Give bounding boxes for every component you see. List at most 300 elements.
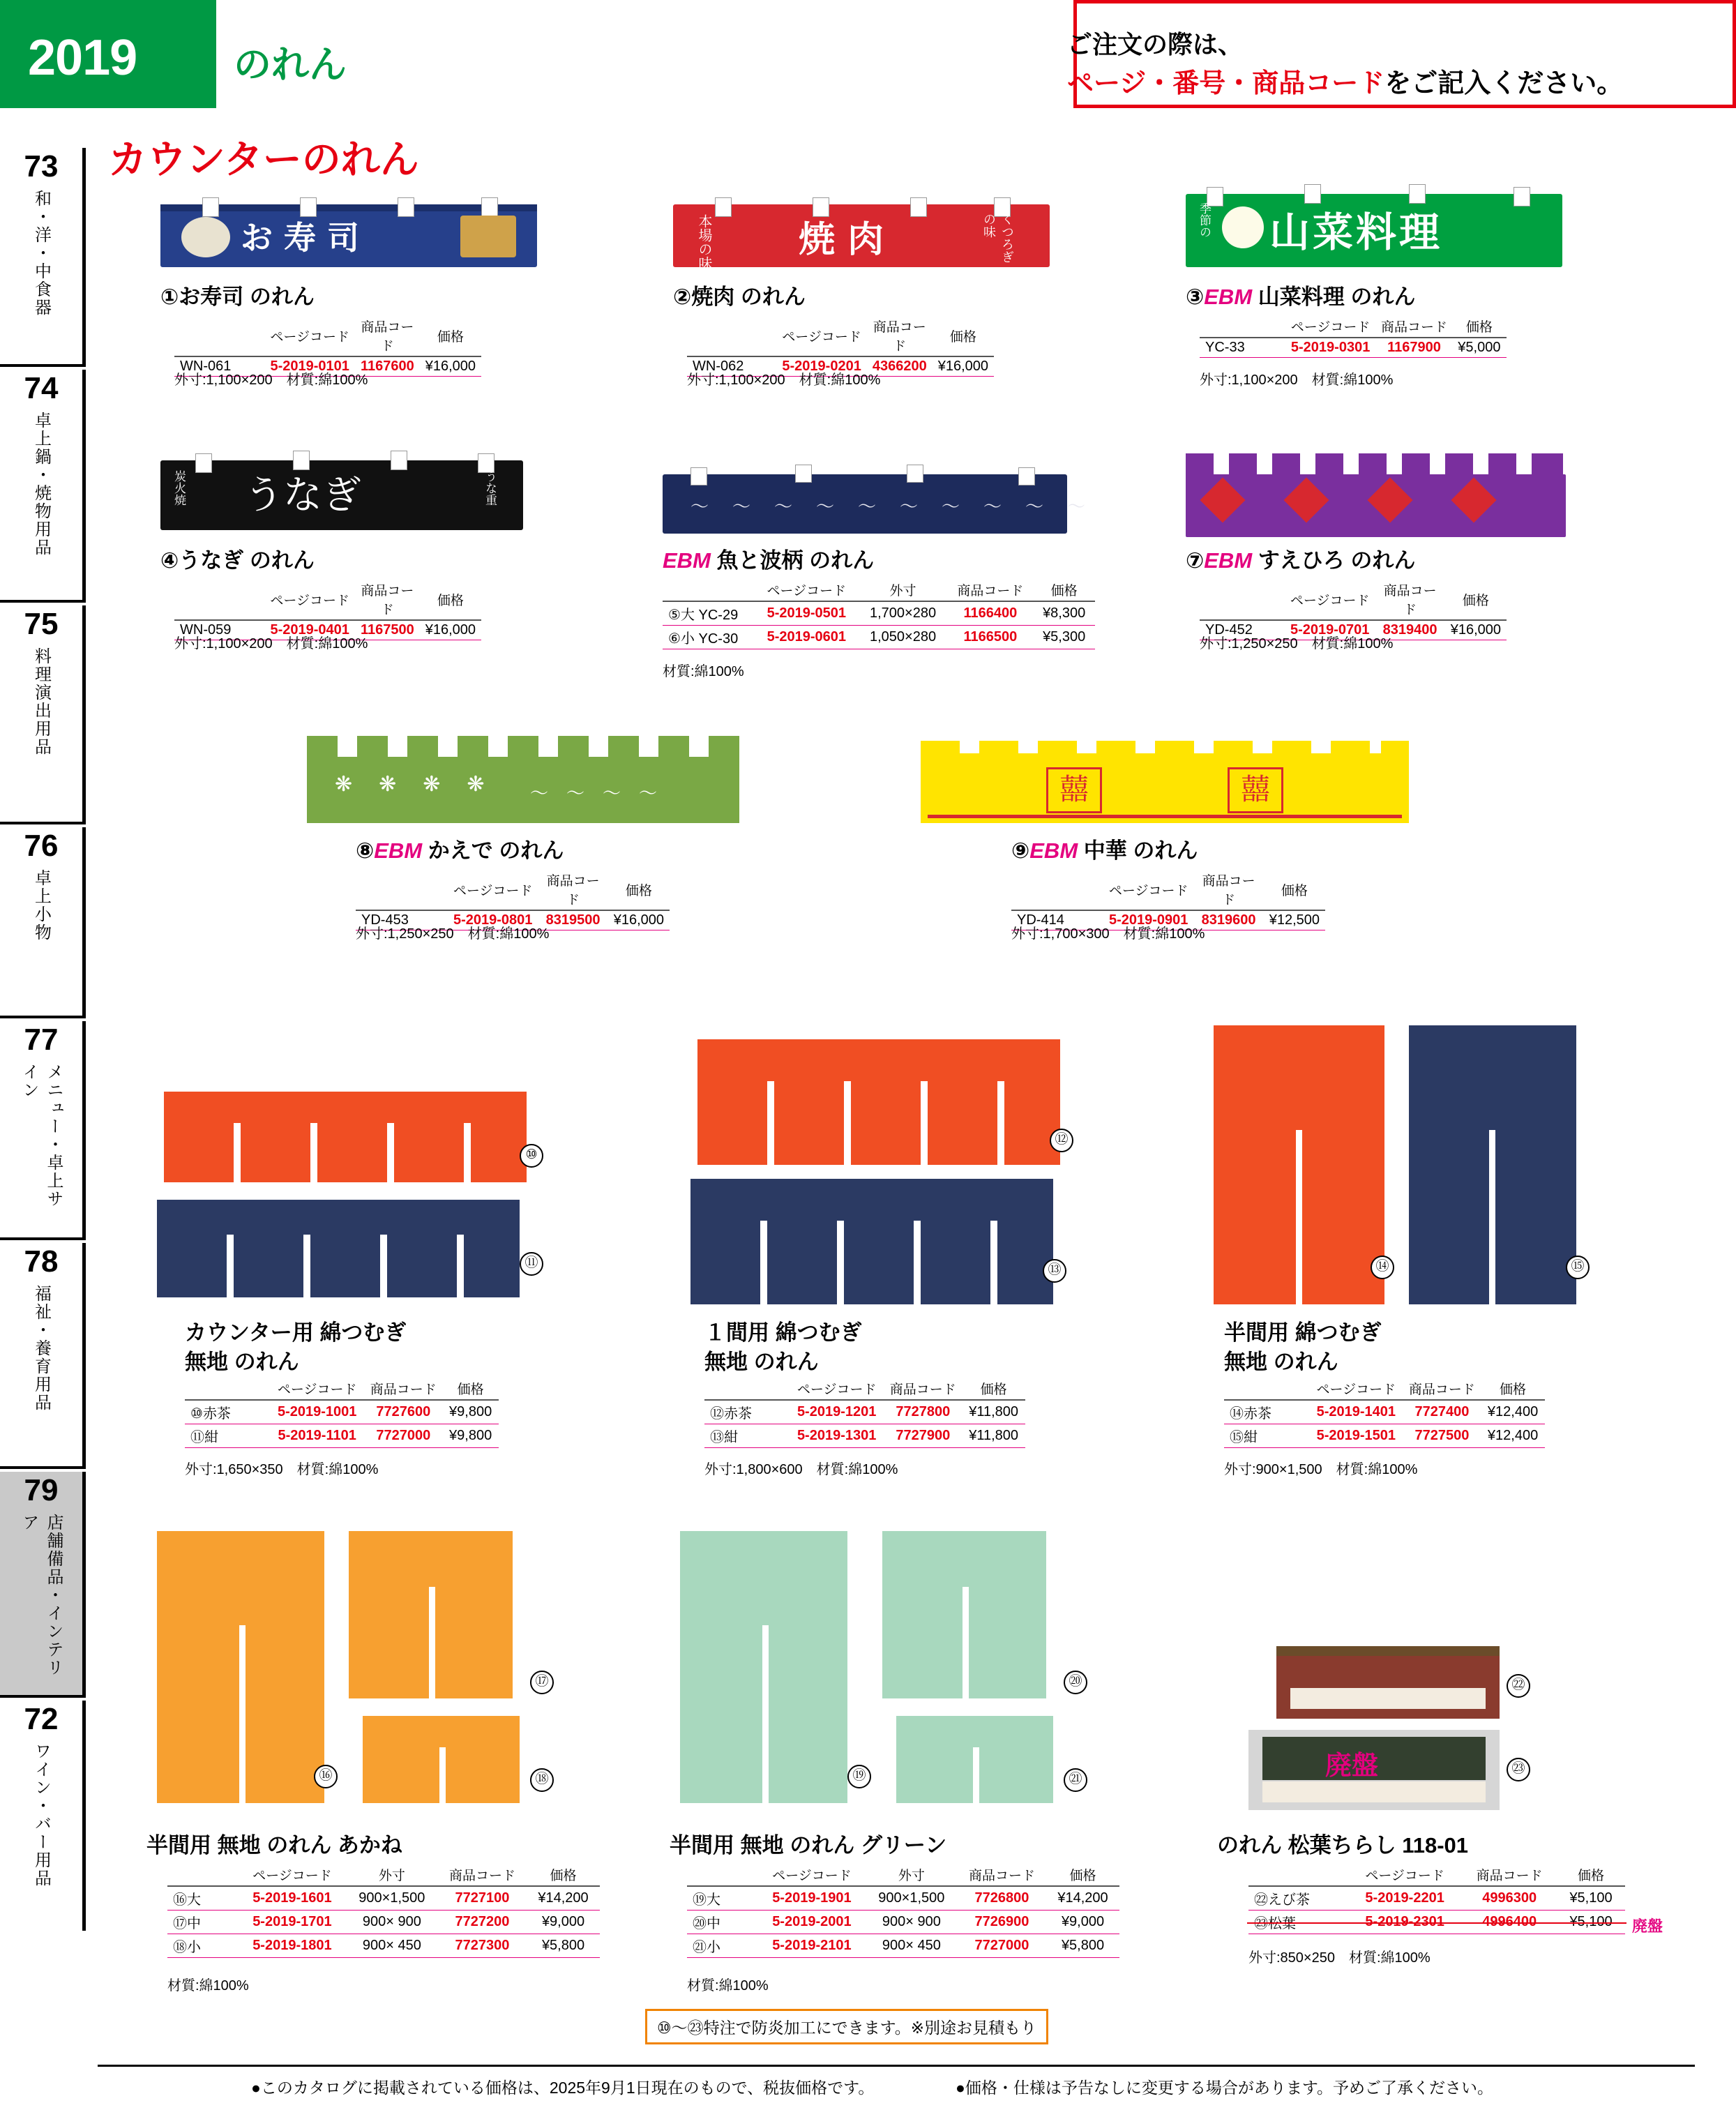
spec-9: 外寸:1,700×300 材質:綿100% bbox=[1011, 926, 1205, 942]
table-row bbox=[1224, 1400, 1545, 1424]
product-name-7: すえひろ のれん bbox=[1258, 548, 1416, 573]
green-row3-label bbox=[687, 1934, 758, 1958]
sidebar-item-75-label: 料理演出用品 bbox=[31, 647, 51, 756]
noren-image-hanken-akacha bbox=[1214, 1025, 1384, 1304]
product-no-3: ③ bbox=[1186, 285, 1205, 309]
sidebar-item-73[interactable] bbox=[0, 148, 86, 367]
table-row bbox=[1248, 1911, 1625, 1934]
spec-8: 外寸:1,250×250 材質:綿100% bbox=[356, 926, 550, 942]
col-price-ikken: 価格 bbox=[962, 1378, 1025, 1400]
col-color-ikken bbox=[704, 1378, 790, 1400]
akane-row1-itemcode: 7727100 bbox=[438, 1886, 527, 1911]
green-row1-size-label: 大 bbox=[707, 1892, 720, 1908]
col-size-akane: 外寸 bbox=[346, 1864, 438, 1886]
sidebar-item-78[interactable] bbox=[0, 1243, 86, 1469]
group-table-matsuba bbox=[1248, 1864, 1625, 1934]
hanken-row1-price: ¥12,400 bbox=[1481, 1400, 1545, 1424]
sidebar-item-79[interactable] bbox=[0, 1472, 86, 1698]
table-row bbox=[1248, 1886, 1625, 1911]
green-row3-pagecode: 5-2019-2101 bbox=[758, 1934, 866, 1958]
hanken-row2-itemcode: 7727500 bbox=[1403, 1424, 1481, 1448]
callout-16: ⑯ bbox=[314, 1765, 338, 1788]
sidebar-item-74-number: 74 bbox=[24, 371, 59, 405]
sidebar-item-78-number: 78 bbox=[24, 1244, 59, 1279]
green-row1-pagecode: 5-2019-1901 bbox=[758, 1886, 866, 1911]
price-4: ¥16,000 bbox=[420, 620, 481, 640]
col-itemcode-3: 商品コード bbox=[1376, 315, 1452, 338]
green-row1-price: ¥14,200 bbox=[1046, 1886, 1119, 1911]
green-row2-pagecode: 5-2019-2001 bbox=[758, 1911, 866, 1934]
counter-row1-price: ¥9,800 bbox=[442, 1400, 499, 1424]
model-8: YD-453 bbox=[356, 910, 448, 930]
group-title-ikken bbox=[704, 1318, 862, 1377]
green-row1-no: ⑲ bbox=[693, 1892, 707, 1908]
group-title-green: 半間用 無地 のれん グリーン bbox=[670, 1833, 947, 1857]
sidebar-item-77-label: メニュー・卓上サイン bbox=[20, 1063, 63, 1208]
group-table-akane bbox=[167, 1864, 600, 1958]
product-name-1: お寿司 のれん bbox=[179, 285, 315, 309]
hanken-row2-color: 紺 bbox=[1244, 1430, 1258, 1445]
callout-23: ㉓ bbox=[1507, 1758, 1530, 1781]
model-1: WN-061 bbox=[174, 356, 265, 377]
col-pagecode-matsuba: ページコード bbox=[1348, 1864, 1462, 1886]
col-price-counter: 価格 bbox=[442, 1378, 499, 1400]
itemcode-2: 4366200 bbox=[867, 356, 933, 377]
sidebar-item-78-label: 福祉・養育用品 bbox=[31, 1285, 51, 1412]
matsuba-row1-itemcode: 4996300 bbox=[1462, 1886, 1557, 1911]
col-size-green: 外寸 bbox=[866, 1864, 958, 1886]
product-name-9: 中華 のれん bbox=[1083, 838, 1198, 863]
table-row bbox=[185, 1400, 499, 1424]
sidebar-item-73-label: 和・洋・中食器 bbox=[31, 190, 51, 317]
spec-56: 材質:綿100% bbox=[663, 664, 744, 679]
sidebar-item-76-label: 卓上小物 bbox=[31, 869, 51, 942]
page-title: カウンターのれん bbox=[108, 137, 419, 181]
noren-image-counter-navy bbox=[157, 1200, 520, 1297]
page-year: 2019 bbox=[28, 30, 137, 86]
green-row2-size-label: 中 bbox=[707, 1916, 720, 1931]
counter-row2-label bbox=[185, 1424, 270, 1448]
table-row bbox=[687, 1934, 1119, 1958]
ikken-row2-no: ⑬ bbox=[710, 1430, 724, 1445]
counter-row1-no: ⑩ bbox=[190, 1406, 203, 1422]
product-table-56 bbox=[663, 579, 1095, 649]
product-brand-8: EBM bbox=[374, 838, 423, 863]
matsuba-row2-no: ㉓ bbox=[1254, 1916, 1268, 1931]
sidebar-item-76[interactable] bbox=[0, 827, 86, 1018]
noren-image-ikken-navy bbox=[690, 1179, 1053, 1304]
matsuba-row1-no: ㉒ bbox=[1254, 1892, 1268, 1908]
hanken-row1-itemcode: 7727400 bbox=[1403, 1400, 1481, 1424]
ikken-row1-itemcode: 7727800 bbox=[884, 1400, 962, 1424]
hanken-row2-no: ⑮ bbox=[1230, 1430, 1244, 1445]
col-price-2: 価格 bbox=[933, 315, 994, 356]
product-name-3: 山菜料理 のれん bbox=[1258, 285, 1416, 309]
table-row bbox=[687, 1886, 1119, 1911]
col-model-1 bbox=[174, 315, 265, 356]
callout-12: ⑫ bbox=[1050, 1129, 1073, 1152]
product-brand-56: EBM bbox=[663, 548, 711, 573]
matsuba-row2-pagecode: 5-2019-2301 bbox=[1348, 1911, 1462, 1934]
price-2: ¥16,000 bbox=[933, 356, 994, 377]
product-title-8 bbox=[356, 833, 564, 864]
col-model-8 bbox=[356, 869, 448, 910]
pagecode-2: 5-2019-0201 bbox=[776, 356, 866, 377]
group-spec-akane: 材質:綿100% bbox=[167, 1978, 249, 1994]
group-spec-green: 材質:綿100% bbox=[687, 1978, 769, 1994]
product-title-2 bbox=[673, 279, 806, 310]
ikken-row2-pagecode: 5-2019-1301 bbox=[790, 1424, 884, 1448]
noren-image-counter-akacha bbox=[164, 1092, 527, 1182]
noren-image-green-small bbox=[896, 1716, 1053, 1803]
table-row bbox=[663, 601, 1095, 626]
group-title-akane: 半間用 無地 のれん あかね bbox=[146, 1833, 402, 1857]
price-7: ¥16,000 bbox=[1445, 620, 1507, 640]
itemcode-4: 1167500 bbox=[355, 620, 420, 640]
group-table-green bbox=[687, 1864, 1119, 1958]
noren-image-yakiniku: 本場の味 焼 肉 くつろぎの味 bbox=[673, 192, 1050, 272]
col-itemcode-akane: 商品コード bbox=[438, 1864, 527, 1886]
col-pagecode-3: ページコード bbox=[1285, 315, 1376, 338]
order-notice-line2 bbox=[1067, 61, 1623, 100]
product-name-4: うなぎ のれん bbox=[179, 548, 315, 573]
akane-row2-pagecode: 5-2019-1701 bbox=[239, 1911, 346, 1934]
row5-price: ¥8,300 bbox=[1033, 601, 1095, 626]
akane-row3-label bbox=[167, 1934, 239, 1958]
matsuba-row1-label bbox=[1248, 1886, 1348, 1911]
product-no-7: ⑦ bbox=[1186, 548, 1205, 573]
col-price-akane: 価格 bbox=[527, 1864, 600, 1886]
haiban-badge-overlay: 廃盤 bbox=[1325, 1751, 1379, 1781]
noren-image-hanken-navy bbox=[1409, 1025, 1576, 1304]
col-model-2 bbox=[687, 315, 776, 356]
col-color-hanken bbox=[1224, 1378, 1309, 1400]
col-pagecode-1: ページコード bbox=[265, 315, 355, 356]
noren-image-akane-medium bbox=[349, 1531, 513, 1698]
akane-row2-no: ⑰ bbox=[173, 1916, 187, 1931]
akane-row1-no: ⑯ bbox=[173, 1892, 187, 1908]
akane-row1-size: 900×1,500 bbox=[346, 1886, 438, 1911]
akane-row2-price: ¥9,000 bbox=[527, 1911, 600, 1934]
product-title-3 bbox=[1186, 279, 1415, 310]
group-spec-ikken: 外寸:1,800×600 材質:綿100% bbox=[704, 1462, 898, 1477]
sidebar-item-72[interactable] bbox=[0, 1701, 86, 1931]
group-table-hanken bbox=[1224, 1378, 1545, 1448]
product-no-8: ⑧ bbox=[356, 838, 375, 863]
callout-15: ⑮ bbox=[1566, 1256, 1590, 1279]
sidebar-item-74-label: 卓上鍋・焼物用品 bbox=[31, 412, 51, 557]
product-title-7 bbox=[1186, 543, 1415, 574]
green-row3-size: 900× 450 bbox=[866, 1934, 958, 1958]
product-table-4 bbox=[174, 579, 481, 640]
product-name-56: 魚と波柄 のれん bbox=[716, 548, 875, 573]
col-pagecode-ikken: ページコード bbox=[790, 1378, 884, 1400]
row6-model: YC-30 bbox=[698, 631, 739, 647]
noren-image-green-large bbox=[680, 1531, 847, 1803]
itemcode-7: 8319400 bbox=[1375, 620, 1444, 640]
row6-pagecode: 5-2019-0601 bbox=[755, 626, 859, 649]
akane-row1-label bbox=[167, 1886, 239, 1911]
green-row2-itemcode: 7726900 bbox=[958, 1911, 1046, 1934]
sidebar-item-72-number: 72 bbox=[24, 1702, 59, 1736]
hanken-row2-label bbox=[1224, 1424, 1309, 1448]
col-pagecode-hanken: ページコード bbox=[1309, 1378, 1403, 1400]
col-model-9 bbox=[1011, 869, 1103, 910]
col-price-3: 価格 bbox=[1452, 315, 1507, 338]
akane-row3-size-label: 小 bbox=[187, 1940, 201, 1955]
col-pagecode-green: ページコード bbox=[758, 1864, 866, 1886]
group-title-ikken-l1: １間用 綿つむぎ bbox=[704, 1320, 862, 1345]
matsuba-row1-pagecode: 5-2019-2201 bbox=[1348, 1886, 1462, 1911]
sidebar-item-74[interactable] bbox=[0, 370, 86, 603]
col-itemcode-matsuba: 商品コード bbox=[1462, 1864, 1557, 1886]
noren-image-fish: 〜〜〜〜〜〜〜〜〜〜 bbox=[663, 460, 1067, 541]
table-row bbox=[1200, 338, 1507, 358]
footer-note-2: ●価格・仕様は予告なしに変更する場合があります。予めご了承ください。 bbox=[956, 2079, 1494, 2097]
akane-row2-label bbox=[167, 1911, 239, 1934]
row5-size: 1,700×280 bbox=[859, 601, 948, 626]
noren-image-akane-small bbox=[363, 1716, 520, 1803]
ikken-row1-color: 赤茶 bbox=[724, 1406, 752, 1422]
col-itemcode-counter: 商品コード bbox=[364, 1378, 442, 1400]
sidebar-item-76-number: 76 bbox=[24, 829, 59, 863]
hanken-row1-no: ⑭ bbox=[1230, 1406, 1244, 1422]
col-model-3 bbox=[1200, 315, 1285, 338]
col-model-7 bbox=[1200, 579, 1285, 620]
pagecode-8: 5-2019-0801 bbox=[448, 910, 538, 930]
callout-18: ⑱ bbox=[530, 1768, 554, 1792]
green-row3-price: ¥5,800 bbox=[1046, 1934, 1119, 1958]
spec-7: 外寸:1,250×250 材質:綿100% bbox=[1200, 636, 1394, 651]
col-model-4 bbox=[174, 579, 265, 620]
row5-size-label: 大 bbox=[680, 608, 695, 623]
product-table-9 bbox=[1011, 869, 1325, 930]
col-itemcode-1: 商品コード bbox=[355, 315, 420, 356]
col-price-8: 価格 bbox=[608, 869, 670, 910]
row5-pagecode: 5-2019-0501 bbox=[755, 601, 859, 626]
table-row bbox=[704, 1400, 1025, 1424]
product-table-7 bbox=[1200, 579, 1507, 640]
callout-21: ㉑ bbox=[1064, 1768, 1087, 1792]
table-row bbox=[185, 1424, 499, 1448]
counter-row2-color: 紺 bbox=[204, 1430, 218, 1445]
green-row1-label bbox=[687, 1886, 758, 1911]
group-title-counter bbox=[185, 1318, 406, 1377]
ikken-row2-color: 紺 bbox=[724, 1430, 738, 1445]
col-price-7: 価格 bbox=[1445, 579, 1507, 620]
col-price-9: 価格 bbox=[1264, 869, 1325, 910]
callout-13: ⑬ bbox=[1043, 1259, 1066, 1283]
col-itemcode-8: 商品コード bbox=[538, 869, 607, 910]
col-color-counter bbox=[185, 1378, 270, 1400]
hanken-row1-label bbox=[1224, 1400, 1309, 1424]
counter-row2-price: ¥9,800 bbox=[442, 1424, 499, 1448]
group-title-counter-l2: 無地 のれん bbox=[185, 1349, 299, 1374]
col-pagecode-56: ページコード bbox=[755, 579, 859, 601]
akane-row3-no: ⑱ bbox=[173, 1940, 187, 1955]
counter-row2-itemcode: 7727000 bbox=[364, 1424, 442, 1448]
col-itemcode-7: 商品コード bbox=[1375, 579, 1444, 620]
green-row2-no: ⑳ bbox=[693, 1916, 707, 1931]
col-price-hanken: 価格 bbox=[1481, 1378, 1545, 1400]
col-price-matsuba: 価格 bbox=[1557, 1864, 1625, 1886]
ikken-row1-no: ⑫ bbox=[710, 1406, 724, 1422]
hanken-row1-pagecode: 5-2019-1401 bbox=[1309, 1400, 1403, 1424]
green-row3-size-label: 小 bbox=[707, 1940, 720, 1955]
col-itemcode-2: 商品コード bbox=[867, 315, 933, 356]
counter-row1-itemcode: 7727600 bbox=[364, 1400, 442, 1424]
ikken-row1-label bbox=[704, 1400, 790, 1424]
row6-size: 1,050×280 bbox=[859, 626, 948, 649]
itemcode-8: 8319500 bbox=[538, 910, 607, 930]
hanken-row2-pagecode: 5-2019-1501 bbox=[1309, 1424, 1403, 1448]
akane-row1-price: ¥14,200 bbox=[527, 1886, 600, 1911]
table-row bbox=[663, 626, 1095, 649]
ikken-row2-price: ¥11,800 bbox=[962, 1424, 1025, 1448]
col-pagecode-2: ページコード bbox=[776, 315, 866, 356]
akane-row2-size-label: 中 bbox=[187, 1916, 201, 1931]
row5-itemcode: 1166400 bbox=[947, 601, 1033, 626]
akane-row3-size: 900× 450 bbox=[346, 1934, 438, 1958]
callout-10: ⑩ bbox=[520, 1144, 543, 1168]
noren-image-kaede: ❋❋❋❋ 〜〜〜〜 bbox=[307, 736, 739, 823]
product-table-3 bbox=[1200, 315, 1507, 358]
green-row2-size: 900× 900 bbox=[866, 1911, 958, 1934]
sidebar-item-77[interactable] bbox=[0, 1021, 86, 1240]
col-price-56: 価格 bbox=[1033, 579, 1095, 601]
sidebar-item-75-number: 75 bbox=[24, 607, 59, 641]
product-table-8 bbox=[356, 869, 670, 930]
table-row bbox=[687, 1911, 1119, 1934]
hanken-row2-price: ¥12,400 bbox=[1481, 1424, 1545, 1448]
akane-row3-price: ¥5,800 bbox=[527, 1934, 600, 1958]
col-price-4: 価格 bbox=[420, 579, 481, 620]
product-table-2 bbox=[687, 315, 994, 377]
matsuba-row2-name: 松葉 bbox=[1268, 1916, 1296, 1931]
col-size-label-akane bbox=[167, 1864, 239, 1886]
ikken-row1-price: ¥11,800 bbox=[962, 1400, 1025, 1424]
matsuba-row2-price: ¥5,100 bbox=[1557, 1911, 1625, 1934]
footer-divider bbox=[98, 2065, 1695, 2067]
counter-row2-no: ⑪ bbox=[190, 1430, 204, 1445]
pagecode-3: 5-2019-0301 bbox=[1285, 338, 1376, 358]
akane-row2-size: 900× 900 bbox=[346, 1911, 438, 1934]
pagecode-7: 5-2019-0701 bbox=[1285, 620, 1375, 640]
product-table-1 bbox=[174, 315, 481, 377]
group-title-hanken bbox=[1224, 1318, 1382, 1377]
page-category: のれん bbox=[234, 44, 347, 86]
group-spec-counter: 外寸:1,650×350 材質:綿100% bbox=[185, 1462, 379, 1477]
counter-row1-pagecode: 5-2019-1001 bbox=[270, 1400, 364, 1424]
callout-22: ㉒ bbox=[1507, 1674, 1530, 1698]
group-table-counter bbox=[185, 1378, 499, 1448]
akane-row3-itemcode: 7727300 bbox=[438, 1934, 527, 1958]
col-model-56 bbox=[663, 579, 755, 601]
noren-image-unagi: 炭火焼 うなぎ うな重 bbox=[160, 446, 523, 537]
group-spec-matsuba: 外寸:850×250 材質:綿100% bbox=[1248, 1950, 1431, 1966]
col-itemcode-56: 商品コード bbox=[947, 579, 1033, 601]
row5-no: ⑤ bbox=[668, 608, 681, 623]
spec-3: 外寸:1,100×200 材質:綿100% bbox=[1200, 372, 1394, 388]
group-title-counter-l1: カウンター用 綿つむぎ bbox=[185, 1320, 407, 1345]
product-name-2: 焼肉 のれん bbox=[691, 285, 806, 309]
col-itemcode-green: 商品コード bbox=[958, 1864, 1046, 1886]
row6-no: ⑥ bbox=[668, 631, 681, 647]
ikken-row1-pagecode: 5-2019-1201 bbox=[790, 1400, 884, 1424]
noren-image-sansai: 季節の 山菜料理 bbox=[1186, 180, 1562, 274]
callout-14: ⑭ bbox=[1371, 1256, 1394, 1279]
noren-image-matsuba-matsuba bbox=[1248, 1730, 1500, 1810]
counter-row1-label bbox=[185, 1400, 270, 1424]
noren-image-ikken-akacha bbox=[697, 1039, 1060, 1165]
col-itemcode-hanken: 商品コード bbox=[1403, 1378, 1481, 1400]
model-7: YD-452 bbox=[1200, 620, 1285, 640]
ikken-row2-label bbox=[704, 1424, 790, 1448]
group-table-ikken bbox=[704, 1378, 1025, 1448]
row5-model: YC-29 bbox=[698, 608, 739, 623]
product-no-1: ① bbox=[160, 285, 179, 309]
col-pagecode-9: ページコード bbox=[1103, 869, 1193, 910]
ikken-row2-itemcode: 7727900 bbox=[884, 1424, 962, 1448]
callout-11: ⑪ bbox=[520, 1252, 543, 1276]
callout-19: ⑲ bbox=[847, 1765, 871, 1788]
noren-image-sushi: お 寿 司 bbox=[160, 192, 537, 272]
table-row bbox=[167, 1911, 600, 1934]
pagecode-9: 5-2019-0901 bbox=[1103, 910, 1193, 930]
itemcode-9: 8319600 bbox=[1193, 910, 1263, 930]
green-row2-price: ¥9,000 bbox=[1046, 1911, 1119, 1934]
matsuba-row1-name: えび茶 bbox=[1268, 1892, 1310, 1908]
noren-image-chuka bbox=[921, 741, 1409, 823]
product-no-9: ⑨ bbox=[1011, 838, 1030, 863]
chuka-glyph-1: 囍 bbox=[1046, 767, 1102, 813]
sidebar-item-72-label: ワイン・バー用品 bbox=[31, 1742, 51, 1887]
callout-20: ⑳ bbox=[1064, 1671, 1087, 1694]
green-row3-itemcode: 7727000 bbox=[958, 1934, 1046, 1958]
row5-label bbox=[663, 601, 755, 626]
noren-image-suehiro bbox=[1186, 453, 1566, 541]
noren-image-green-medium bbox=[882, 1531, 1046, 1698]
table-row bbox=[167, 1934, 600, 1958]
product-title-4 bbox=[160, 543, 315, 574]
product-brand-9: EBM bbox=[1029, 838, 1078, 863]
group-title-hanken-l2: 無地 のれん bbox=[1224, 1349, 1338, 1374]
akane-row3-pagecode: 5-2019-1801 bbox=[239, 1934, 346, 1958]
spec-2: 外寸:1,100×200 材質:綿100% bbox=[687, 372, 881, 388]
row6-price: ¥5,300 bbox=[1033, 626, 1095, 649]
table-row bbox=[704, 1424, 1025, 1448]
row6-label bbox=[663, 626, 755, 649]
matsuba-row2-itemcode: 4996400 bbox=[1462, 1911, 1557, 1934]
counter-row2-pagecode: 5-2019-1101 bbox=[270, 1424, 364, 1448]
price-1: ¥16,000 bbox=[420, 356, 481, 377]
col-pagecode-counter: ページコード bbox=[270, 1378, 364, 1400]
sidebar-item-79-number: 79 bbox=[24, 1473, 59, 1507]
sidebar-item-75[interactable] bbox=[0, 605, 86, 824]
model-4: WN-059 bbox=[174, 620, 265, 640]
order-notice-rest: をご記入ください。 bbox=[1384, 69, 1624, 98]
pagecode-4: 5-2019-0401 bbox=[265, 620, 355, 640]
col-pagecode-7: ページコード bbox=[1285, 579, 1375, 620]
sidebar-item-79-label: 店舗備品・インテリア bbox=[20, 1514, 63, 1677]
chuka-glyph-2: 囍 bbox=[1228, 767, 1283, 813]
sidebar-item-73-number: 73 bbox=[24, 149, 59, 183]
green-row1-itemcode: 7726800 bbox=[958, 1886, 1046, 1911]
col-price-green: 価格 bbox=[1046, 1864, 1119, 1886]
akane-row1-pagecode: 5-2019-1601 bbox=[239, 1886, 346, 1911]
counter-row1-color: 赤茶 bbox=[202, 1406, 231, 1422]
order-notice-highlight: ページ・番号・商品コード bbox=[1067, 69, 1385, 98]
